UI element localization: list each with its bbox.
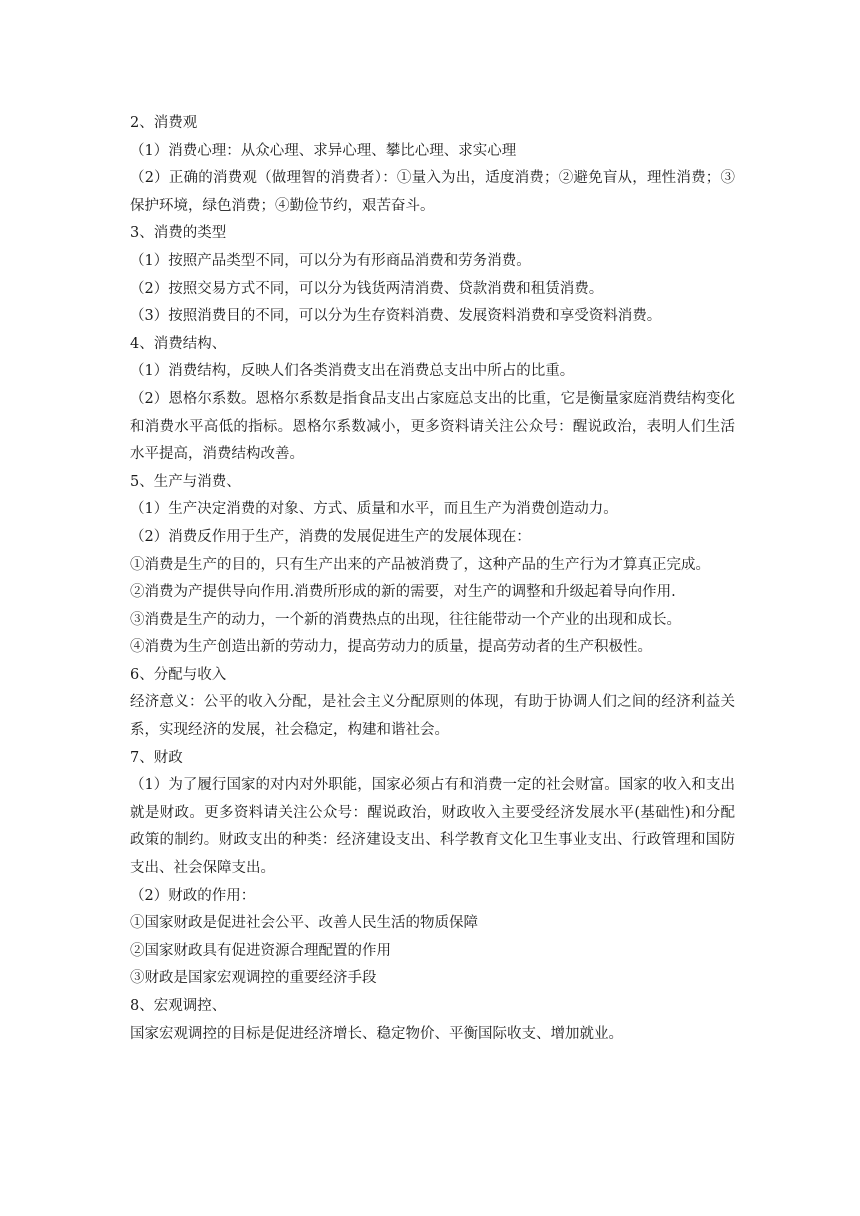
list-item: ③财政是国家宏观调控的重要经济手段 bbox=[130, 970, 377, 987]
paragraph: （1）按照产品类型不同，可以分为有形商品消费和劳务消费。 bbox=[130, 252, 531, 269]
paragraph: （1）为了履行国家的对内对外职能，国家必须占有和消费一定的社会财富。国家的收入和支出就是财政。更多资料请关注公众号：醒说政治，财政收入主要受经济发展水平(基础性)和分配政策的制约。财政支出的种类：经济建设支出、科学教育文化卫生事业支出、行政管理和国防支出、社会保障支出。 bbox=[130, 777, 735, 877]
paragraph: （1）生产决定消费的对象、方式、质量和水平，而且生产为消费创造动力。 bbox=[130, 501, 618, 518]
section-heading-consumption-view: 2、消费观 bbox=[130, 115, 198, 131]
paragraph: （2）按照交易方式不同，可以分为钱货两清消费、贷款消费和租赁消费。 bbox=[130, 280, 604, 297]
list-item: ①消费是生产的目的，只有生产出来的产品被消费了，这种产品的生产行为才算真正完成。 bbox=[130, 556, 710, 573]
section-heading-macro-control: 8、宏观调控、 bbox=[130, 998, 227, 1014]
paragraph: （2）财政的作用： bbox=[130, 887, 256, 904]
list-item: ④消费为生产创造出新的劳动力，提高劳动力的质量，提高劳动者的生产积极性。 bbox=[130, 639, 652, 656]
paragraph: （1）消费心理：从众心理、求异心理、攀比心理、求实心理 bbox=[130, 142, 517, 159]
document-body bbox=[130, 110, 735, 1048]
list-item: ②国家财政具有促进资源合理配置的作用 bbox=[130, 942, 391, 959]
section-heading-production-consumption: 5、生产与消费、 bbox=[130, 473, 241, 490]
section-heading-distribution-income: 6、分配与收入 bbox=[130, 666, 227, 683]
paragraph: （2）消费反作用于生产，消费的发展促进生产的发展体现在： bbox=[130, 528, 531, 545]
paragraph: （2）恩格尔系数。恩格尔系数是指食品支出占家庭总支出的比重，它是衡量家庭消费结构变化和消费水平高低的指标。恩格尔系数减小，更多资料请关注公众号：醒说政治，表明人们生活水平提高，消费结构改善。 bbox=[130, 390, 735, 463]
paragraph: 经济意义：公平的收入分配，是社会主义分配原则的体现，有助于协调人们之间的经济利益关系，实现经济的发展，社会稳定，构建和谐社会。 bbox=[130, 694, 735, 739]
section-heading-consumption-types: 3、消费的类型 bbox=[130, 225, 227, 242]
section-heading-consumption-structure: 4、消费结构、 bbox=[130, 335, 227, 352]
paragraph: 国家宏观调控的目标是促进经济增长、稳定物价、平衡国际收支、增加就业。 bbox=[130, 1025, 623, 1042]
paragraph: （3）按照消费目的不同，可以分为生存资料消费、发展资料消费和享受资料消费。 bbox=[130, 308, 662, 325]
list-item: ②消费为产提供导向作用.消费所形成的新的需要，对生产的调整和升级起着导向作用. bbox=[130, 584, 676, 601]
list-item: ③消费是生产的动力，一个新的消费热点的出现，往往能带动一个产业的出现和成长。 bbox=[130, 611, 681, 628]
paragraph: （2）正确的消费观（做理智的消费者）：①量入为出，适度消费；②避免盲从，理性消费；③保护环境，绿色消费；④勤俭节约，艰苦奋斗。 bbox=[130, 170, 735, 214]
list-item: ①国家财政是促进社会公平、改善人民生活的物质保障 bbox=[130, 915, 478, 932]
paragraph: （1）消费结构，反映人们各类消费支出在消费总支出中所占的比重。 bbox=[130, 363, 575, 380]
section-heading-finance: 7、财政 bbox=[130, 749, 183, 766]
